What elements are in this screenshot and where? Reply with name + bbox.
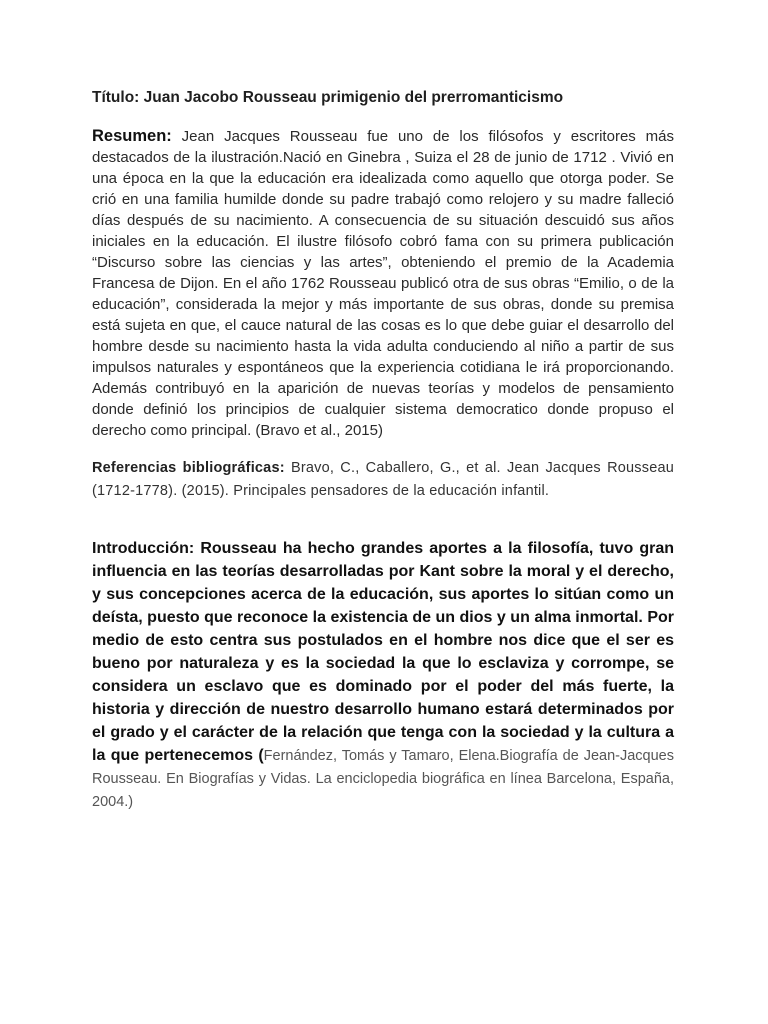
abstract-label: Resumen: xyxy=(92,127,172,145)
introduction-text: Introducción: Rousseau ha hecho grandes aportes a la filosofía, tuvo gran influencia en las teorías desarrolladas por Kant sobre la moral y el derecho, y sus concepciones acerca de la educación, sus aportes lo sitúan como un deísta, puesto que reconoce la existencia de un dios y un alma inmortal. Por medio de esto centra sus postulados en el hombre nos dice que el ser es bueno por naturaleza y es la sociedad la que lo esclaviza y corrompe, se considera un esclavo que es dominado por el poder del más fuerte, la historia y dirección de nuestro desarrollo humano estará determinados por el grado y el carácter de la relación que tenga con la sociedad y la cultura a la que pertenecemos ( xyxy=(92,540,674,764)
introduction-citation: Fernández, Tomás y Tamaro, Elena.Biografía de Jean-Jacques Rousseau. En Biografías y Vidas. La enciclopedia biográfica en línea Barcelona, España, 2004.) xyxy=(92,748,674,810)
abstract-text: Jean Jacques Rousseau fue uno de los filósofos y escritores más destacados de la ilustración.Nació en Ginebra , Suiza el 28 de junio de 1712 . Vivió en una época en la que la educación era idealizada como aquello que otorga poder. Se crió en una familia humilde donde su padre trabajó como relojero y su madre falleció días después de su nacimiento. A consecuencia de su situación descuidó sus años iniciales en la educación. El ilustre filósofo cobró fama con su primera publicación “Discurso sobre las ciencias y las artes”, obteniendo el premio de la Academia Francesa de Dijon. En el año 1762 Rousseau publicó otra de sus obras “Emilio, o de la educación”, considerada la mejor y más importante de sus obras, donde su premisa está sujeta en que, el cauce natural de las cosas es lo que debe guiar el desarrollo del hombre desde su nacimiento hasta la vida adulta conduciendo al niño a partir de sus impulsos naturales y espontáneos que la experiencia cotidiana le irá proporcionando. Además contribuyó en la aparición de nuevas teorías y modelos de pensamiento donde definió los principios de cualquier sistema democratico donde propuso el derecho como principal. (Bravo et al., 2015) xyxy=(92,128,674,439)
abstract-paragraph xyxy=(92,126,674,441)
document-page xyxy=(92,86,674,813)
introduction-paragraph xyxy=(92,537,674,813)
references-paragraph xyxy=(92,457,674,502)
document-title: Título: Juan Jacobo Rousseau primigenio del prerromanticismo xyxy=(92,89,564,106)
references-label: Referencias bibliográficas: xyxy=(92,460,285,476)
references-text: Bravo, C., Caballero, G., et al. Jean Jacques Rousseau (1712-1778). (2015). Principales pensadores de la educación infantil. xyxy=(92,460,674,499)
